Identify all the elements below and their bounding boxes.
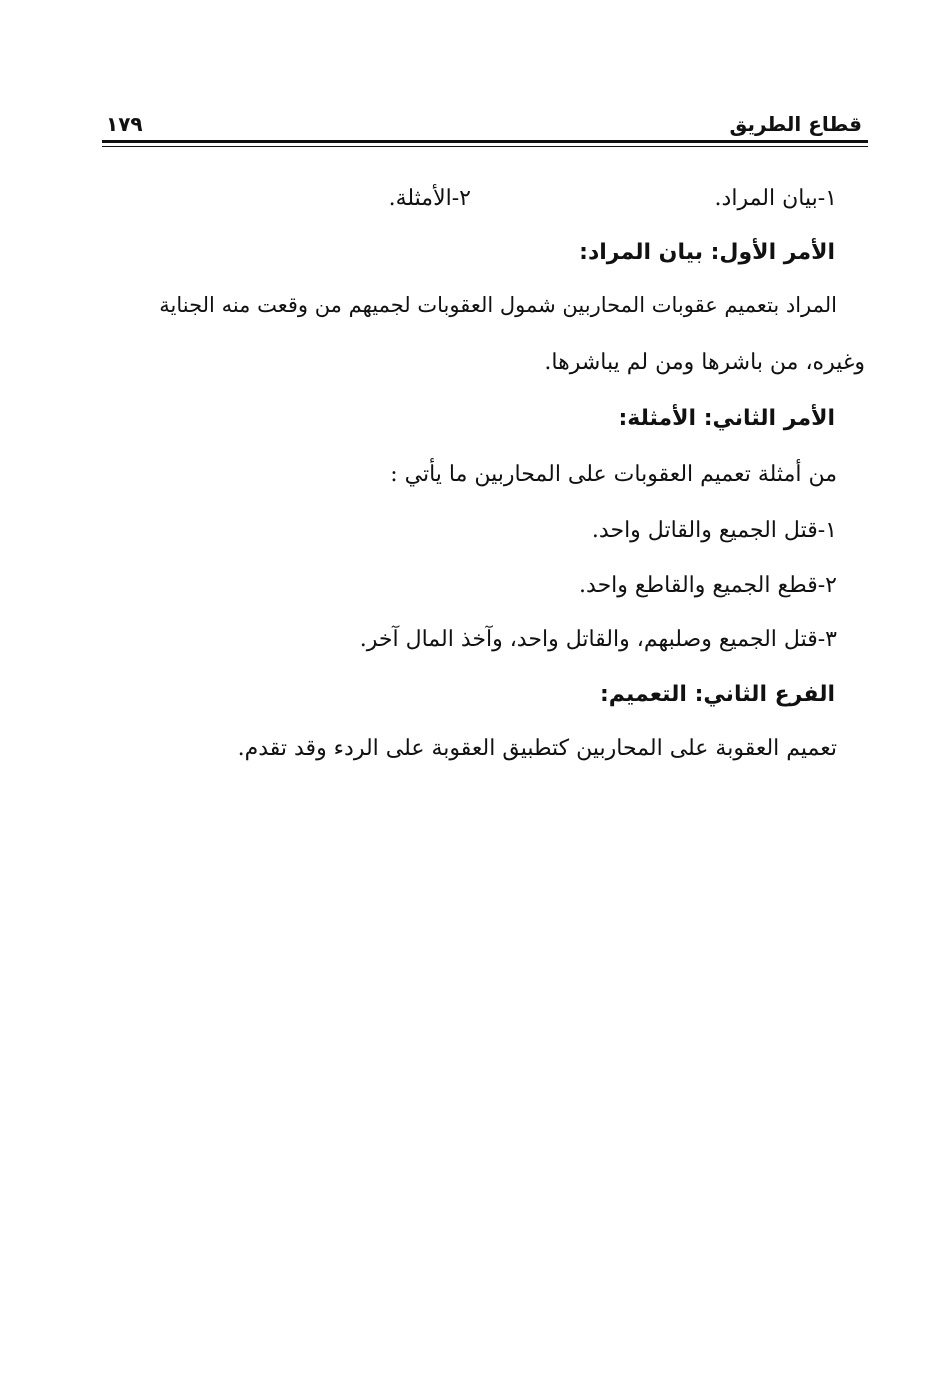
paragraph-line: وغيره، من باشرها ومن لم يباشرها. (544, 350, 865, 375)
subsection-heading: الفرع الثاني: التعميم: (599, 682, 835, 707)
paragraph-line: تعميم العقوبة على المحاربين كتطبيق العقوبة على الردء وقد تقدم. (237, 736, 837, 761)
page-number: ١٧٩ (106, 112, 143, 136)
section-heading-second: الأمر الثاني: الأمثلة: (618, 406, 835, 431)
section-heading-first: الأمر الأول: بيان المراد: (579, 240, 835, 265)
example-item: ١-قتل الجميع والقاتل واحد. (591, 518, 837, 543)
page-header (102, 106, 868, 144)
outline-item-1: ١-بيان المراد. (714, 186, 837, 211)
example-item: ٣-قتل الجميع وصلبهم، والقاتل واحد، وآخذ المال آخر. (359, 627, 837, 652)
running-title: قطاع الطريق (729, 112, 862, 136)
paragraph-line: المراد بتعميم عقوبات المحاربين شمول العقوبات لجميهم من وقعت منه الجناية (159, 293, 837, 317)
header-rule-thin (102, 146, 868, 147)
example-item: ٢-قطع الجميع والقاطع واحد. (579, 573, 837, 598)
examples-intro: من أمثلة تعميم العقوبات على المحاربين ما يأتي : (390, 462, 837, 487)
outline-item-2: ٢-الأمثلة. (388, 186, 471, 211)
header-rule-thick (102, 140, 868, 143)
